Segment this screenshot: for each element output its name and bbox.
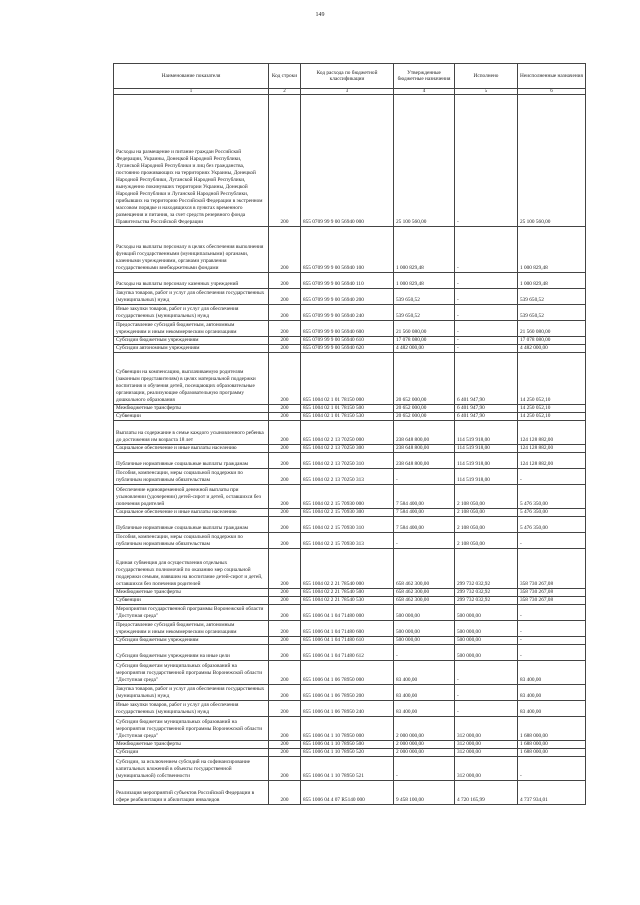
row-executed: 500 000,00: [455, 605, 518, 621]
row-name: Реализация мероприятий субъектов Российской Федерации в сфере реабилитации и абилитации инвалидов: [114, 781, 269, 805]
row-unexecuted: -: [518, 637, 586, 645]
table-row: [114, 517, 586, 533]
row-budget-code: 855 1004 02 2 13 70250 313: [301, 469, 394, 485]
row-approved: 20 652 000,00: [394, 413, 455, 421]
row-budget-code: 855 1006 04 1 04 71480 610: [301, 637, 394, 645]
row-name: Межбюджетные трансферты: [114, 405, 269, 413]
row-budget-code: 855 1006 04 1 10 78950 521: [301, 757, 394, 781]
row-budget-code: 855 1004 02 2 13 70250 300: [301, 445, 394, 453]
row-name: Выплаты на содержание в семье каждого усыновленного ребенка до достижения им возраста 18 лет: [114, 421, 269, 445]
row-unexecuted: 5 476 350,00: [518, 509, 586, 517]
row-line-code: 200: [269, 517, 301, 533]
table-row: [114, 345, 586, 353]
table-row: [114, 95, 586, 227]
row-line-code: 200: [269, 305, 301, 321]
row-name: Закупка товаров, работ и услуг для обеспечения государственных (муниципальных) нужд: [114, 289, 269, 305]
row-name: Предоставление субсидий бюджетным, автономным учреждениям и иным некоммерческим организациям: [114, 321, 269, 337]
row-approved: 658 462 300,00: [394, 549, 455, 589]
row-name: Пособия, компенсации, меры социальной поддержки по публичным нормативным обязательствам: [114, 533, 269, 549]
row-unexecuted: 124 128 882,00: [518, 453, 586, 469]
row-unexecuted: 1 688 000,00: [518, 749, 586, 757]
row-approved: 238 648 800,00: [394, 453, 455, 469]
row-name: Пособия, компенсации, меры социальной поддержки по публичным нормативным обязательствам: [114, 469, 269, 485]
table-row: [114, 273, 586, 289]
row-approved: -: [394, 469, 455, 485]
header-line-code: Код строки: [269, 64, 301, 89]
row-approved: 83 400,00: [394, 701, 455, 717]
table-row: [114, 509, 586, 517]
row-budget-code: 855 0709 99 9 00 56940 100: [301, 227, 394, 273]
row-approved: 21 560 080,00: [394, 321, 455, 337]
row-executed: -: [455, 345, 518, 353]
row-approved: 500 000,00: [394, 637, 455, 645]
row-approved: 2 000 000,00: [394, 749, 455, 757]
row-budget-code: 855 0709 99 9 00 56940 110: [301, 273, 394, 289]
row-line-code: 200: [269, 405, 301, 413]
row-name: Закупка товаров, работ и услуг для обеспечения государственных (муниципальных) нужд: [114, 685, 269, 701]
row-approved: 4 482 000,00: [394, 345, 455, 353]
table-row: [114, 445, 586, 453]
row-unexecuted: -: [518, 645, 586, 661]
row-executed: 312 000,00: [455, 717, 518, 741]
row-budget-code: 855 1006 04 1 04 71480 612: [301, 645, 394, 661]
column-number: 2: [269, 89, 301, 95]
row-executed: -: [455, 227, 518, 273]
row-budget-code: 855 1004 02 2 21 78540 530: [301, 597, 394, 605]
row-line-code: 200: [269, 637, 301, 645]
row-executed: 4 720 165,99: [455, 781, 518, 805]
row-budget-code: 855 1004 02 2 21 78540 500: [301, 589, 394, 597]
row-line-code: 200: [269, 337, 301, 345]
row-line-code: 200: [269, 453, 301, 469]
row-line-code: 200: [269, 685, 301, 701]
row-unexecuted: 5 476 350,00: [518, 485, 586, 509]
row-name: Расходы на размещение и питание граждан Российской Федерации, Украины, Донецкой Народной Республики, Луганской Народной Республики и лиц без гражданства, постоянно проживающих на территориях Украины, Донецкой Народной Республики, Луганской Народной Республики, вынужденно покинувших территории Украины, Донецкой Народной Республики и Луганской Народной Республики, прибывших на территорию Российской Федерации в экстренном массовом порядке и находящихся в пунктах временного размещения и питания, за счет средств резервного фонда Правительства Российской Федерации: [114, 95, 269, 227]
row-executed: 6 401 947,90: [455, 405, 518, 413]
row-line-code: 200: [269, 605, 301, 621]
row-name: Мероприятия государственной программы Воронежской области "Доступная среда": [114, 605, 269, 621]
row-executed: -: [455, 701, 518, 717]
row-unexecuted: 1 688 000,00: [518, 717, 586, 741]
row-name: Субсидии бюджетным учреждениям на иные цели: [114, 645, 269, 661]
table-row: [114, 717, 586, 741]
row-unexecuted: 25 100 560,00: [518, 95, 586, 227]
row-approved: 25 100 560,00: [394, 95, 455, 227]
row-unexecuted: 83 400,00: [518, 661, 586, 685]
row-budget-code: 855 1006 04 1 10 78950 000: [301, 717, 394, 741]
page-number: 149: [315, 12, 325, 18]
row-approved: 658 462 300,00: [394, 589, 455, 597]
header-executed: Исполнено: [455, 64, 518, 89]
table-row: [114, 533, 586, 549]
row-executed: 500 000,00: [455, 621, 518, 637]
row-name: Предоставление субсидий бюджетным, автономным учреждениям и иным некоммерческим организациям: [114, 621, 269, 637]
row-line-code: 200: [269, 227, 301, 273]
row-unexecuted: 83 400,00: [518, 701, 586, 717]
header-budget-code: Код расхода по бюджетной классификации: [301, 64, 394, 89]
row-budget-code: 855 1004 02 1 01 78150 530: [301, 413, 394, 421]
row-budget-code: 855 0709 99 9 00 56940 600: [301, 321, 394, 337]
table-row: [114, 741, 586, 749]
row-approved: 1 000 829,48: [394, 227, 455, 273]
row-approved: 2 000 000,00: [394, 717, 455, 741]
row-line-code: 200: [269, 469, 301, 485]
table-row: [114, 621, 586, 637]
table-row: [114, 413, 586, 421]
column-number: 4: [394, 89, 455, 95]
row-approved: 658 462 300,00: [394, 597, 455, 605]
table-row: [114, 485, 586, 509]
table-row: [114, 661, 586, 685]
row-budget-code: 855 1006 04 1 10 78950 520: [301, 749, 394, 757]
row-approved: 238 648 800,00: [394, 445, 455, 453]
row-budget-code: 855 1004 02 2 15 70930 000: [301, 485, 394, 509]
row-budget-code: 855 1004 02 2 21 78540 000: [301, 549, 394, 589]
row-budget-code: 855 1004 02 1 01 78150 500: [301, 405, 394, 413]
row-line-code: 200: [269, 533, 301, 549]
row-budget-code: 855 0709 99 9 00 56940 000: [301, 95, 394, 227]
row-budget-code: 855 0709 99 9 00 56940 200: [301, 289, 394, 305]
row-executed: 299 732 032,92: [455, 549, 518, 589]
table-row: [114, 305, 586, 321]
row-budget-code: 855 1006 04 1 04 71480 600: [301, 621, 394, 637]
row-approved: 83 400,00: [394, 661, 455, 685]
row-line-code: 200: [269, 741, 301, 749]
row-approved: 20 652 000,00: [394, 353, 455, 405]
row-unexecuted: 14 250 052,10: [518, 405, 586, 413]
row-executed: 114 519 918,00: [455, 421, 518, 445]
row-approved: 20 652 000,00: [394, 405, 455, 413]
table-row: [114, 781, 586, 805]
row-approved: 9 458 100,00: [394, 781, 455, 805]
row-unexecuted: -: [518, 533, 586, 549]
row-budget-code: 855 1006 04 1 06 78950 240: [301, 701, 394, 717]
row-executed: 312 000,00: [455, 741, 518, 749]
row-name: Расходы на выплаты персоналу казенных учреждений: [114, 273, 269, 289]
row-unexecuted: 14 250 052,10: [518, 413, 586, 421]
row-executed: 312 000,00: [455, 749, 518, 757]
table-row: [114, 757, 586, 781]
row-executed: 114 519 918,00: [455, 453, 518, 469]
row-unexecuted: -: [518, 757, 586, 781]
table-row: [114, 749, 586, 757]
row-unexecuted: 539 650,52: [518, 305, 586, 321]
table-row: [114, 645, 586, 661]
row-name: Субсидии, за исключением субсидий на софинансирование капитальных вложений в объекты государственной (муниципальной) собственности: [114, 757, 269, 781]
row-name: Расходы на выплаты персоналу в целях обеспечения выполнения функций государственными (муниципальными) органами, казенными учреждениями, органами управления государственными внебюджетными фондами: [114, 227, 269, 273]
row-line-code: 200: [269, 661, 301, 685]
row-line-code: 200: [269, 413, 301, 421]
row-executed: 6 401 947,90: [455, 353, 518, 405]
row-approved: -: [394, 533, 455, 549]
table-row: [114, 685, 586, 701]
row-executed: -: [455, 685, 518, 701]
row-executed: 114 519 918,00: [455, 445, 518, 453]
row-approved: 7 584 400,00: [394, 485, 455, 509]
row-executed: -: [455, 305, 518, 321]
row-name: Социальное обеспечение и иные выплаты населению: [114, 509, 269, 517]
row-budget-code: 855 0709 99 9 00 56940 620: [301, 345, 394, 353]
row-line-code: 200: [269, 549, 301, 589]
row-budget-code: 855 1004 02 1 01 78150 000: [301, 353, 394, 405]
row-name: Иные закупки товаров, работ и услуг для обеспечения государственных (муниципальных) нужд: [114, 701, 269, 717]
row-approved: 500 000,00: [394, 605, 455, 621]
row-executed: -: [455, 337, 518, 345]
row-unexecuted: 1 000 829,48: [518, 227, 586, 273]
row-unexecuted: 1 688 000,00: [518, 741, 586, 749]
row-unexecuted: 124 128 882,00: [518, 421, 586, 445]
row-line-code: 200: [269, 289, 301, 305]
row-unexecuted: -: [518, 621, 586, 637]
row-name: Обеспечение единовременной денежной выплаты при усыновлении (удочерении) детей-сирот и детей, оставшихся без попечения родителей: [114, 485, 269, 509]
row-unexecuted: 17 078 080,00: [518, 337, 586, 345]
row-budget-code: 855 1006 04 1 10 78950 500: [301, 741, 394, 749]
row-name: Субсидии бюджетным учреждениям: [114, 337, 269, 345]
row-executed: 299 732 032,92: [455, 589, 518, 597]
row-approved: 238 648 800,00: [394, 421, 455, 445]
header-name: Наименование показателя: [114, 64, 269, 89]
header-unexecuted: Неисполненные назначения: [518, 64, 586, 89]
row-approved: 83 400,00: [394, 685, 455, 701]
row-unexecuted: 5 476 350,00: [518, 517, 586, 533]
table-row: [114, 637, 586, 645]
row-executed: 500 000,00: [455, 637, 518, 645]
row-unexecuted: 539 650,52: [518, 289, 586, 305]
row-name: Субвенции: [114, 597, 269, 605]
table-row: [114, 605, 586, 621]
row-line-code: 200: [269, 445, 301, 453]
table-row: [114, 453, 586, 469]
row-line-code: 200: [269, 781, 301, 805]
row-unexecuted: 14 250 052,10: [518, 353, 586, 405]
row-approved: 7 584 400,00: [394, 509, 455, 517]
row-name: Социальное обеспечение и иные выплаты населению: [114, 445, 269, 453]
row-line-code: 200: [269, 589, 301, 597]
table-row: [114, 289, 586, 305]
row-name: Публичные нормативные социальные выплаты гражданам: [114, 453, 269, 469]
row-name: Субвенции: [114, 413, 269, 421]
row-name: Межбюджетные трансферты: [114, 589, 269, 597]
row-budget-code: 855 1004 02 2 15 70930 310: [301, 517, 394, 533]
column-number: 5: [455, 89, 518, 95]
row-budget-code: 855 1004 02 2 15 70930 300: [301, 509, 394, 517]
row-name: Публичные нормативные социальные выплаты гражданам: [114, 517, 269, 533]
row-budget-code: 855 1004 02 2 13 70250 000: [301, 421, 394, 445]
row-budget-code: 855 1006 04 1 06 78950 000: [301, 661, 394, 685]
row-approved: -: [394, 757, 455, 781]
header-approved: Утвержденные бюджетные назначения: [394, 64, 455, 89]
row-line-code: 200: [269, 485, 301, 509]
row-name: Единая субвенция для осуществления отдельных государственных полномочий по оказанию мер социальной поддержки семьям, взявшим на воспитание детей-сирот и детей, оставшихся без попечения родителей: [114, 549, 269, 589]
column-number: 1: [114, 89, 269, 95]
table-row: [114, 589, 586, 597]
row-line-code: 200: [269, 749, 301, 757]
row-budget-code: 855 1006 04 1 06 78950 200: [301, 685, 394, 701]
row-approved: 539 650,52: [394, 289, 455, 305]
row-name: Иные закупки товаров, работ и услуг для обеспечения государственных (муниципальных) нужд: [114, 305, 269, 321]
row-executed: 2 108 050,00: [455, 509, 518, 517]
row-line-code: 200: [269, 597, 301, 605]
table-row: [114, 405, 586, 413]
row-line-code: 200: [269, 509, 301, 517]
table-row: [114, 597, 586, 605]
row-approved: 1 000 829,48: [394, 273, 455, 289]
row-budget-code: 855 1004 02 2 13 70250 310: [301, 453, 394, 469]
row-name: Субсидии бюджетным учреждениям: [114, 637, 269, 645]
row-unexecuted: 83 400,00: [518, 685, 586, 701]
row-unexecuted: -: [518, 469, 586, 485]
row-line-code: 200: [269, 321, 301, 337]
row-budget-code: 855 0709 99 9 00 56940 240: [301, 305, 394, 321]
column-number: 3: [301, 89, 394, 95]
row-unexecuted: 358 730 267,08: [518, 589, 586, 597]
row-line-code: 200: [269, 717, 301, 741]
row-unexecuted: 358 730 267,08: [518, 549, 586, 589]
row-name: Межбюджетные трансферты: [114, 741, 269, 749]
row-line-code: 200: [269, 95, 301, 227]
row-line-code: 200: [269, 701, 301, 717]
budget-execution-table: [113, 63, 586, 805]
row-approved: 2 000 000,00: [394, 741, 455, 749]
row-approved: 539 650,52: [394, 305, 455, 321]
row-executed: -: [455, 289, 518, 305]
row-budget-code: 855 0709 99 9 00 56940 610: [301, 337, 394, 345]
table-row: [114, 321, 586, 337]
table-body: [114, 95, 586, 805]
row-budget-code: 855 1006 04 4 07 R5140 000: [301, 781, 394, 805]
row-executed: -: [455, 661, 518, 685]
row-line-code: 200: [269, 345, 301, 353]
row-executed: -: [455, 321, 518, 337]
row-line-code: 200: [269, 353, 301, 405]
row-unexecuted: 124 128 882,00: [518, 445, 586, 453]
table-row: [114, 353, 586, 405]
table-row: [114, 469, 586, 485]
row-executed: 2 108 050,00: [455, 517, 518, 533]
row-line-code: 200: [269, 645, 301, 661]
row-executed: 6 401 947,90: [455, 413, 518, 421]
row-unexecuted: 4 482 000,00: [518, 345, 586, 353]
row-unexecuted: 4 737 934,01: [518, 781, 586, 805]
row-name: Субвенции на компенсацию, выплачиваемую родителям (законным представителям) в целях материальной поддержки воспитания и обучения детей, посещающих образовательные организации, реализующие образовательную программу дошкольного образования: [114, 353, 269, 405]
row-executed: 2 108 050,00: [455, 533, 518, 549]
row-executed: 2 108 050,00: [455, 485, 518, 509]
row-name: Субсидии автономным учреждениям: [114, 345, 269, 353]
row-unexecuted: -: [518, 605, 586, 621]
row-executed: -: [455, 273, 518, 289]
row-name: Субсидии: [114, 749, 269, 757]
row-name: Субсидии бюджетам муниципальных образований на мероприятия государственной программы Воронежской области "Доступная среда": [114, 661, 269, 685]
row-line-code: 200: [269, 757, 301, 781]
row-name: Субсидии бюджетам муниципальных образований на мероприятия государственной программы Воронежской области "Доступная среда": [114, 717, 269, 741]
table-row: [114, 421, 586, 445]
row-approved: -: [394, 645, 455, 661]
row-unexecuted: 21 560 080,00: [518, 321, 586, 337]
row-budget-code: 855 1006 04 1 04 71480 000: [301, 605, 394, 621]
row-approved: 7 584 400,00: [394, 517, 455, 533]
row-unexecuted: 358 730 267,08: [518, 597, 586, 605]
row-executed: 299 732 032,92: [455, 597, 518, 605]
table-row: [114, 549, 586, 589]
row-line-code: 200: [269, 621, 301, 637]
table-row: [114, 701, 586, 717]
table-header-row: [114, 64, 586, 89]
row-executed: -: [455, 95, 518, 227]
row-unexecuted: 1 000 829,48: [518, 273, 586, 289]
row-executed: 312 000,00: [455, 757, 518, 781]
row-executed: 114 519 918,00: [455, 469, 518, 485]
column-number: 6: [518, 89, 586, 95]
row-approved: 17 078 080,00: [394, 337, 455, 345]
row-executed: 500 000,00: [455, 645, 518, 661]
table-row: [114, 337, 586, 345]
row-budget-code: 855 1004 02 2 15 70930 313: [301, 533, 394, 549]
row-approved: 500 000,00: [394, 621, 455, 637]
row-line-code: 200: [269, 421, 301, 445]
row-line-code: 200: [269, 273, 301, 289]
table-row: [114, 227, 586, 273]
